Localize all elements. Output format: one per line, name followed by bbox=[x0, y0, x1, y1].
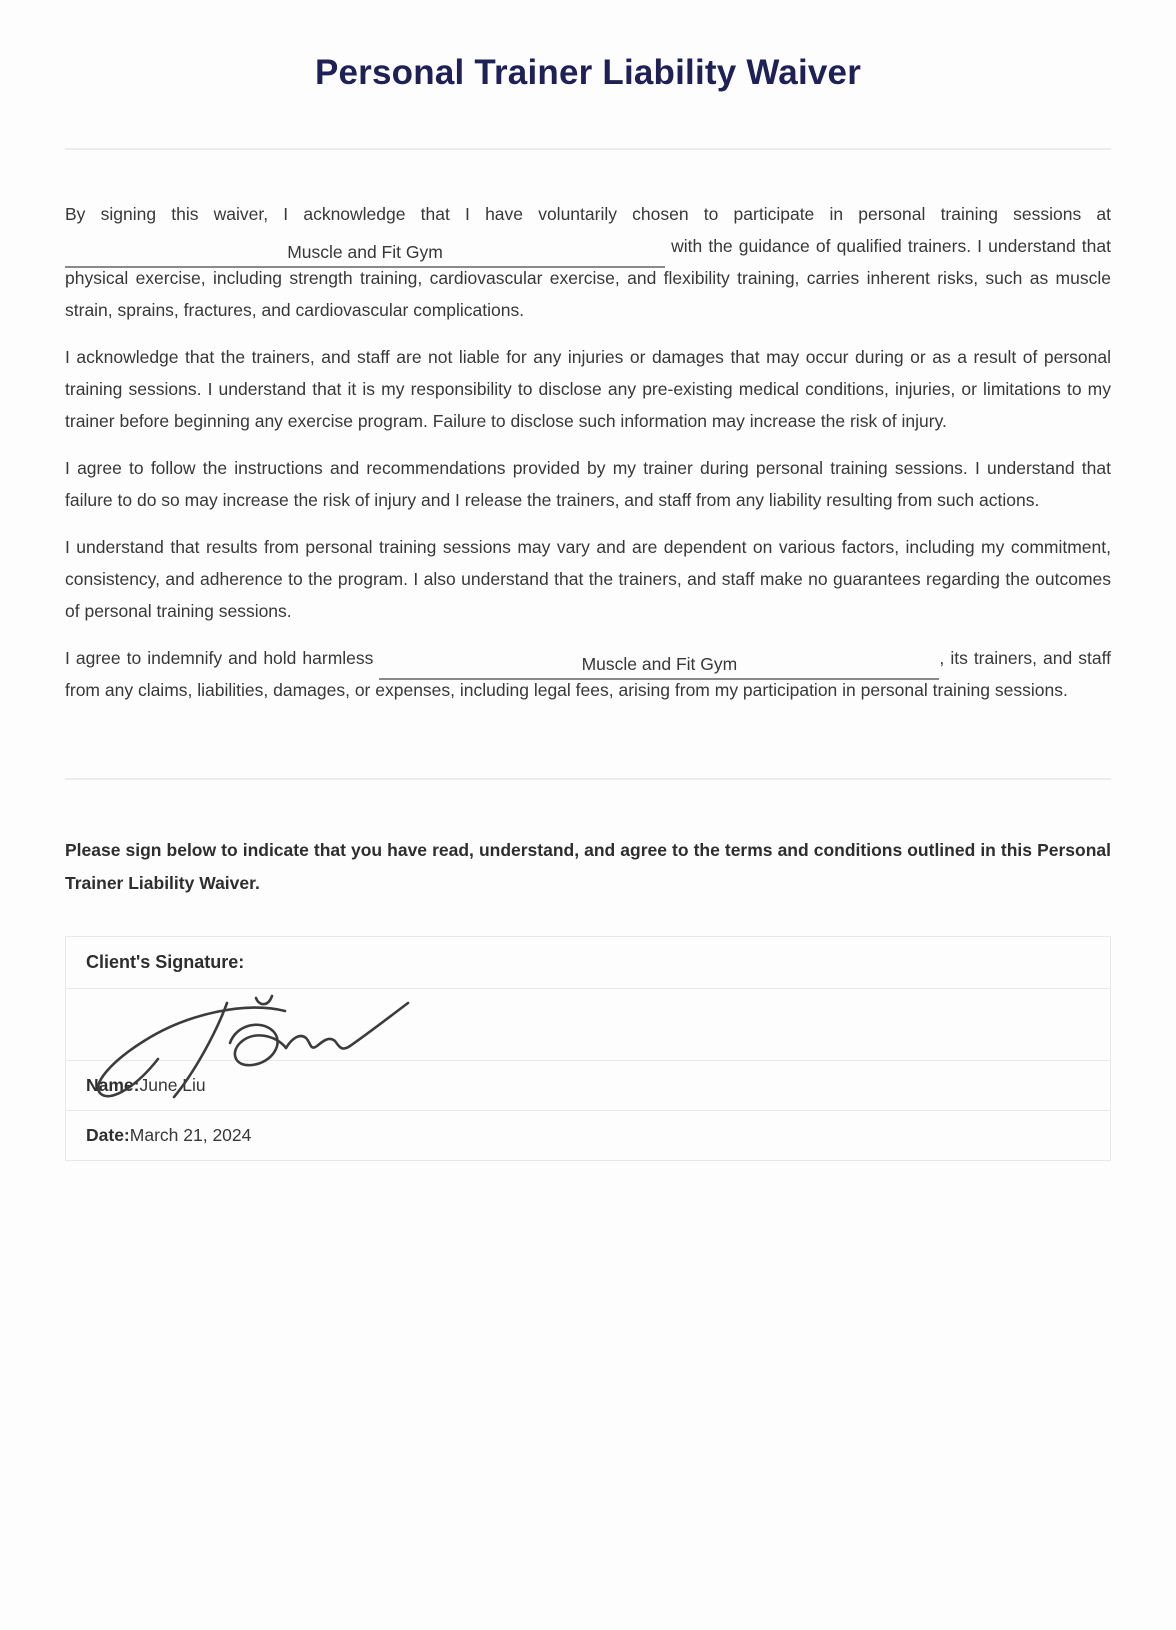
p5-comma: , bbox=[939, 648, 945, 668]
name-value[interactable]: June Liu bbox=[139, 1075, 206, 1095]
client-signature-label: Client's Signature: bbox=[66, 937, 1111, 989]
page-title: Personal Trainer Liability Waiver bbox=[314, 53, 862, 92]
sign-instruction: Please sign below to indicate that you have read, understand, and agree to the terms and conditions outlined in this Personal Trainer Liability Waiver. bbox=[65, 840, 1111, 893]
gym-name-field-2[interactable] bbox=[379, 650, 939, 680]
gym-name-value-2: Muscle and Fit Gym bbox=[581, 654, 738, 674]
paragraph-results: I understand that results from personal training sessions may vary and are dependent on various factors, including my commitment, consistency, and adherence to the program. I also understand that the trainers, and staff make no guarantees regarding the outcomes of personal training sessions. bbox=[65, 537, 1111, 621]
name-label: Name: bbox=[86, 1075, 140, 1095]
date-label: Date: bbox=[86, 1125, 130, 1145]
signature-table bbox=[65, 936, 1111, 1161]
gym-name-field-1[interactable] bbox=[65, 238, 665, 268]
table-row bbox=[66, 1111, 1111, 1161]
table-row bbox=[66, 989, 1111, 1061]
p5-text-before: I agree to indemnify and hold harmless bbox=[65, 648, 374, 668]
divider-top bbox=[65, 148, 1111, 150]
paragraph-participation bbox=[65, 198, 1111, 326]
p1-text-after: with the guidance of qualified trainers. I understand that physical exercise, including strength training, cardiovascular exercise, and flexibility training, carries inherent risks, such as muscle strain, sprains, fractures, and cardiovascular complications. bbox=[65, 236, 1111, 320]
date-value[interactable]: March 21, 2024 bbox=[129, 1125, 252, 1145]
date-row bbox=[66, 1111, 1111, 1161]
client-signature-image bbox=[80, 991, 415, 1116]
p1-text-before: By signing this waiver, I acknowledge that I have voluntarily chosen to participate in personal training sessions at bbox=[65, 204, 1111, 224]
document-page bbox=[0, 52, 1176, 1630]
paragraph-indemnify bbox=[65, 642, 1111, 706]
paragraph-instructions: I agree to follow the instructions and recommendations provided by my trainer during personal training sessions. I understand that failure to do so may increase the risk of injury and I release the trainers, and staff from any liability resulting from such actions. bbox=[65, 458, 1111, 510]
table-row bbox=[66, 937, 1111, 989]
gym-name-value-1: Muscle and Fit Gym bbox=[287, 242, 443, 262]
divider-middle bbox=[65, 778, 1111, 780]
signature-area[interactable] bbox=[66, 989, 1111, 1061]
p5-text-after: its trainers, and staff from any claims, liabilities, damages, or expenses, including legal fees, arising from my participation in personal training sessions. bbox=[65, 648, 1111, 700]
paragraph-liability: I acknowledge that the trainers, and staff are not liable for any injuries or damages that may occur during or as a result of personal training sessions. I understand that it is my responsibility to disclose any pre-existing medical conditions, injuries, or limitations to my trainer before beginning any exercise program. Failure to disclose such information may increase the risk of injury. bbox=[65, 347, 1111, 431]
